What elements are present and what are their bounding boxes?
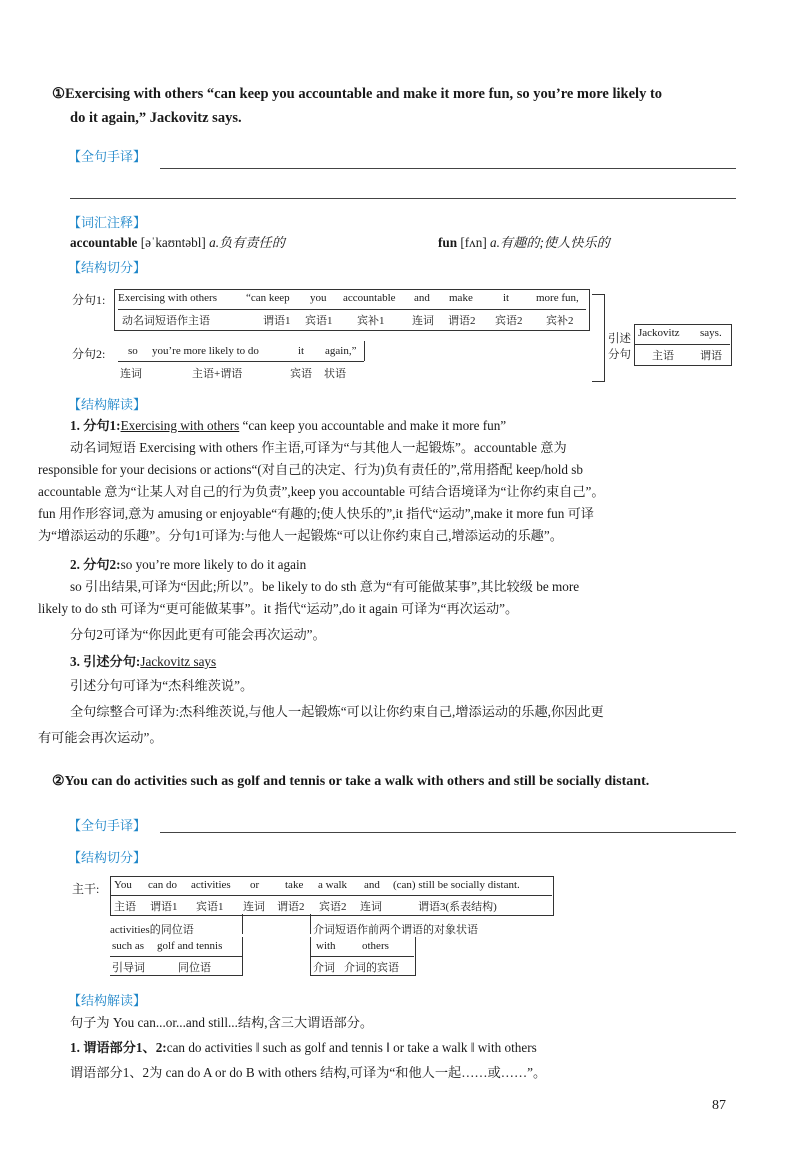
vocab-word: accountable xyxy=(70,235,138,250)
quote-divider xyxy=(634,344,730,345)
c1-role-7: 宾补2 xyxy=(546,315,574,327)
s1-p3-title xyxy=(70,651,216,673)
translation-line-2 xyxy=(70,198,736,199)
p1-title-num: 1. 分句1: xyxy=(70,418,121,433)
c2-role-2: 宾语 xyxy=(290,368,312,380)
vocab-word: fun xyxy=(438,235,458,250)
main-word-1: can do xyxy=(148,879,178,891)
main-role-7: 谓语3(系表结构) xyxy=(418,901,497,913)
s2-p1-line: 谓语部分1、2为 can do A or do B with others 结构,可译为“和他人一起……或……”。 xyxy=(70,1065,547,1080)
box-b-role-1: 介词的宾语 xyxy=(344,962,399,974)
c1-divider xyxy=(118,309,586,310)
p2-title-num: 2. 分句2: xyxy=(70,557,121,572)
s1-heading-line2: do it again,” Jackovitz says. xyxy=(70,110,242,126)
s1-p2-line-2: 分句2可译为“你因此更有可能会再次运动”。 xyxy=(70,627,326,642)
vocab-phonetic: [əˈkaʊntəbl] xyxy=(140,235,206,250)
c2-word-3: again,” xyxy=(325,345,357,357)
c1-word-5: make xyxy=(449,292,473,304)
s1-analysis-label: 【结构解读】 xyxy=(68,398,147,413)
c1-role-6: 宾语2 xyxy=(495,315,523,327)
quote-role-1: 谓语 xyxy=(700,350,722,362)
box-b-word-1: others xyxy=(362,940,389,952)
c1-word-0: Exercising with others xyxy=(118,292,217,304)
p3-title-num: 3. 引述分句: xyxy=(70,654,141,669)
c1-role-5: 谓语2 xyxy=(448,315,476,327)
main-role-1: 谓语1 xyxy=(150,901,178,913)
main-word-6: and xyxy=(364,879,380,891)
vocab-def: a.负有责任的 xyxy=(209,235,285,250)
s1-p3-line-1: 全句综整合可译为:杰科维茨说,与他人一起锻炼“可以让你约束自己,增添运动的乐趣,你因此更 xyxy=(70,704,604,719)
c2-right-edge xyxy=(364,341,365,361)
vocab-phonetic: [fʌn] xyxy=(460,235,487,250)
main-role-2: 宾语1 xyxy=(196,901,224,913)
s1-p2-line-0: so 引出结果,可译为“因此;所以”。be likely to do sth 意为“有可能做某事”,其比较级 be more xyxy=(70,579,580,594)
main-role-4: 谓语2 xyxy=(277,901,305,913)
s2-analysis-label: 【结构解读】 xyxy=(68,994,147,1009)
box-a-word-1: golf and tennis xyxy=(157,940,223,952)
s2-p1-title xyxy=(70,1037,537,1059)
main-word-3: or xyxy=(250,879,260,891)
c2-word-2: it xyxy=(298,345,305,357)
c1-word-4: and xyxy=(414,292,430,304)
p3-title-rest: Jackovitz says xyxy=(140,654,217,669)
box-b-role-0: 介词 xyxy=(313,962,335,974)
c1-word-1: “can keep xyxy=(246,292,290,304)
translation-line-1 xyxy=(160,168,736,169)
main-word-0: You xyxy=(114,879,132,891)
main-word-4: take xyxy=(285,879,304,891)
box-b-divider xyxy=(310,956,414,957)
s2-heading: ②You can do activities such as golf and tennis or take a walk with others and still be socially distant. xyxy=(52,774,650,789)
c2-role-3: 状语 xyxy=(324,368,346,380)
c2-word-0: so xyxy=(128,345,138,357)
vocab-entry-fun xyxy=(438,232,610,254)
c2-role-0: 连词 xyxy=(120,368,142,380)
vocab-def: a.有趣的;使人快乐的 xyxy=(490,235,610,250)
appositive-arrow xyxy=(242,914,243,934)
box-a-divider xyxy=(110,956,242,957)
adverbial-note: 介词短语作前两个谓语的对象状语 xyxy=(313,924,478,936)
s1-p1-line-4: 为“增添运动的乐趣”。分句1可译为:与他人一起锻炼“可以让你约束自己,增添运动的乐趣”。 xyxy=(38,528,563,543)
main-tag: 主干: xyxy=(72,882,100,896)
adverbial-arrow xyxy=(310,914,311,934)
s1-p3-line-0: 引述分句可译为“杰科维茨说”。 xyxy=(70,678,254,693)
c1-role-0: 动名词短语作主语 xyxy=(122,315,210,327)
box-a-role-1: 同位语 xyxy=(178,962,211,974)
s2-p1-title-num: 1. 谓语部分1、2: xyxy=(70,1040,167,1055)
c1-word-3: accountable xyxy=(343,292,396,304)
main-word-5: a walk xyxy=(318,879,348,891)
vocab-entry-accountable xyxy=(70,232,285,254)
main-role-6: 连词 xyxy=(360,901,382,913)
clause-bracket xyxy=(592,294,605,382)
c1-role-4: 连词 xyxy=(412,315,434,327)
c1-role-3: 宾补1 xyxy=(357,315,385,327)
s1-full-translation-label: 【全句手译】 xyxy=(68,150,147,165)
main-role-0: 主语 xyxy=(114,901,136,913)
s1-p2-title xyxy=(70,554,306,576)
s2-intro: 句子为 You can...or...and still...结构,含三大谓语部分。 xyxy=(70,1015,374,1030)
main-word-2: activities xyxy=(191,879,231,891)
c1-role-1: 谓语1 xyxy=(263,315,291,327)
s1-p1-title xyxy=(70,415,506,437)
box-a-word-0: such as xyxy=(112,940,145,952)
s2-translation-line xyxy=(160,832,736,833)
s2-p1-title-rest: can do activities ‖ such as golf and tennis ‖ or take a walk ‖ with others xyxy=(166,1040,537,1055)
quote-tag-1: 引述 xyxy=(608,333,631,345)
main-role-3: 连词 xyxy=(243,901,265,913)
main-word-7: (can) still be socially distant. xyxy=(393,879,520,891)
c2-divider xyxy=(118,361,364,362)
c1-word-7: more fun, xyxy=(536,292,579,304)
c2-role-1: 主语+谓语 xyxy=(192,368,243,380)
p1-title-rest: “can keep you accountable and make it more fun” xyxy=(242,418,507,433)
main-role-5: 宾语2 xyxy=(319,901,347,913)
s1-p1-line-0: 动名词短语 Exercising with others 作主语,可译为“与其他人一起锻炼”。accountable 意为 xyxy=(70,440,567,455)
quote-role-0: 主语 xyxy=(652,350,674,362)
clause2-tag: 分句2: xyxy=(72,347,106,361)
s2-structure-label: 【结构切分】 xyxy=(68,851,147,866)
p2-title-rest: so you’re more likely to do it again xyxy=(120,557,307,572)
quote-word-1: says. xyxy=(700,327,722,339)
c1-word-6: it xyxy=(503,292,510,304)
appositive-note: activities的同位语 xyxy=(110,924,194,936)
page-number: 87 xyxy=(712,1098,726,1113)
c1-role-2: 宾语1 xyxy=(305,315,333,327)
box-b-word-0: with xyxy=(316,940,336,952)
s1-vocab-label: 【词汇注释】 xyxy=(68,216,147,231)
s1-heading-line1: ①Exercising with others “can keep you accountable and make it more fun, so you’re more likely to xyxy=(52,86,663,102)
s1-p1-line-2: accountable 意为“让某人对自己的行为负责”,keep you accountable 可结合语境译为“让你约束自己”。 xyxy=(38,484,605,499)
clause1-tag: 分句1: xyxy=(72,293,106,307)
box-a-role-0: 引导词 xyxy=(112,962,145,974)
c2-word-1: you’re more likely to do xyxy=(152,345,259,357)
s1-structure-label: 【结构切分】 xyxy=(68,261,147,276)
c1-word-2: you xyxy=(310,292,327,304)
s2-full-translation-label: 【全句手译】 xyxy=(68,819,147,834)
s1-p1-line-3: fun 用作形容词,意为 amusing or enjoyable“有趣的;使人快乐的”,it 指代“运动”,make it more fun 可译 xyxy=(38,506,594,521)
quote-word-0: Jackovitz xyxy=(638,327,680,339)
quote-tag-2: 分句 xyxy=(608,349,631,361)
s1-p3-line-2: 有可能会再次运动”。 xyxy=(38,730,163,745)
main-divider xyxy=(110,895,552,896)
p1-title-underlined: Exercising with others xyxy=(120,418,240,433)
s1-p1-line-1: responsible for your decisions or actions“(对自己的决定、行为)负有责任的”,常用搭配 keep/hold sb xyxy=(38,462,584,477)
s1-p2-line-1: likely to do sth 可译为“更可能做某事”。it 指代“运动”,do it again 可译为“再次运动”。 xyxy=(38,601,519,616)
